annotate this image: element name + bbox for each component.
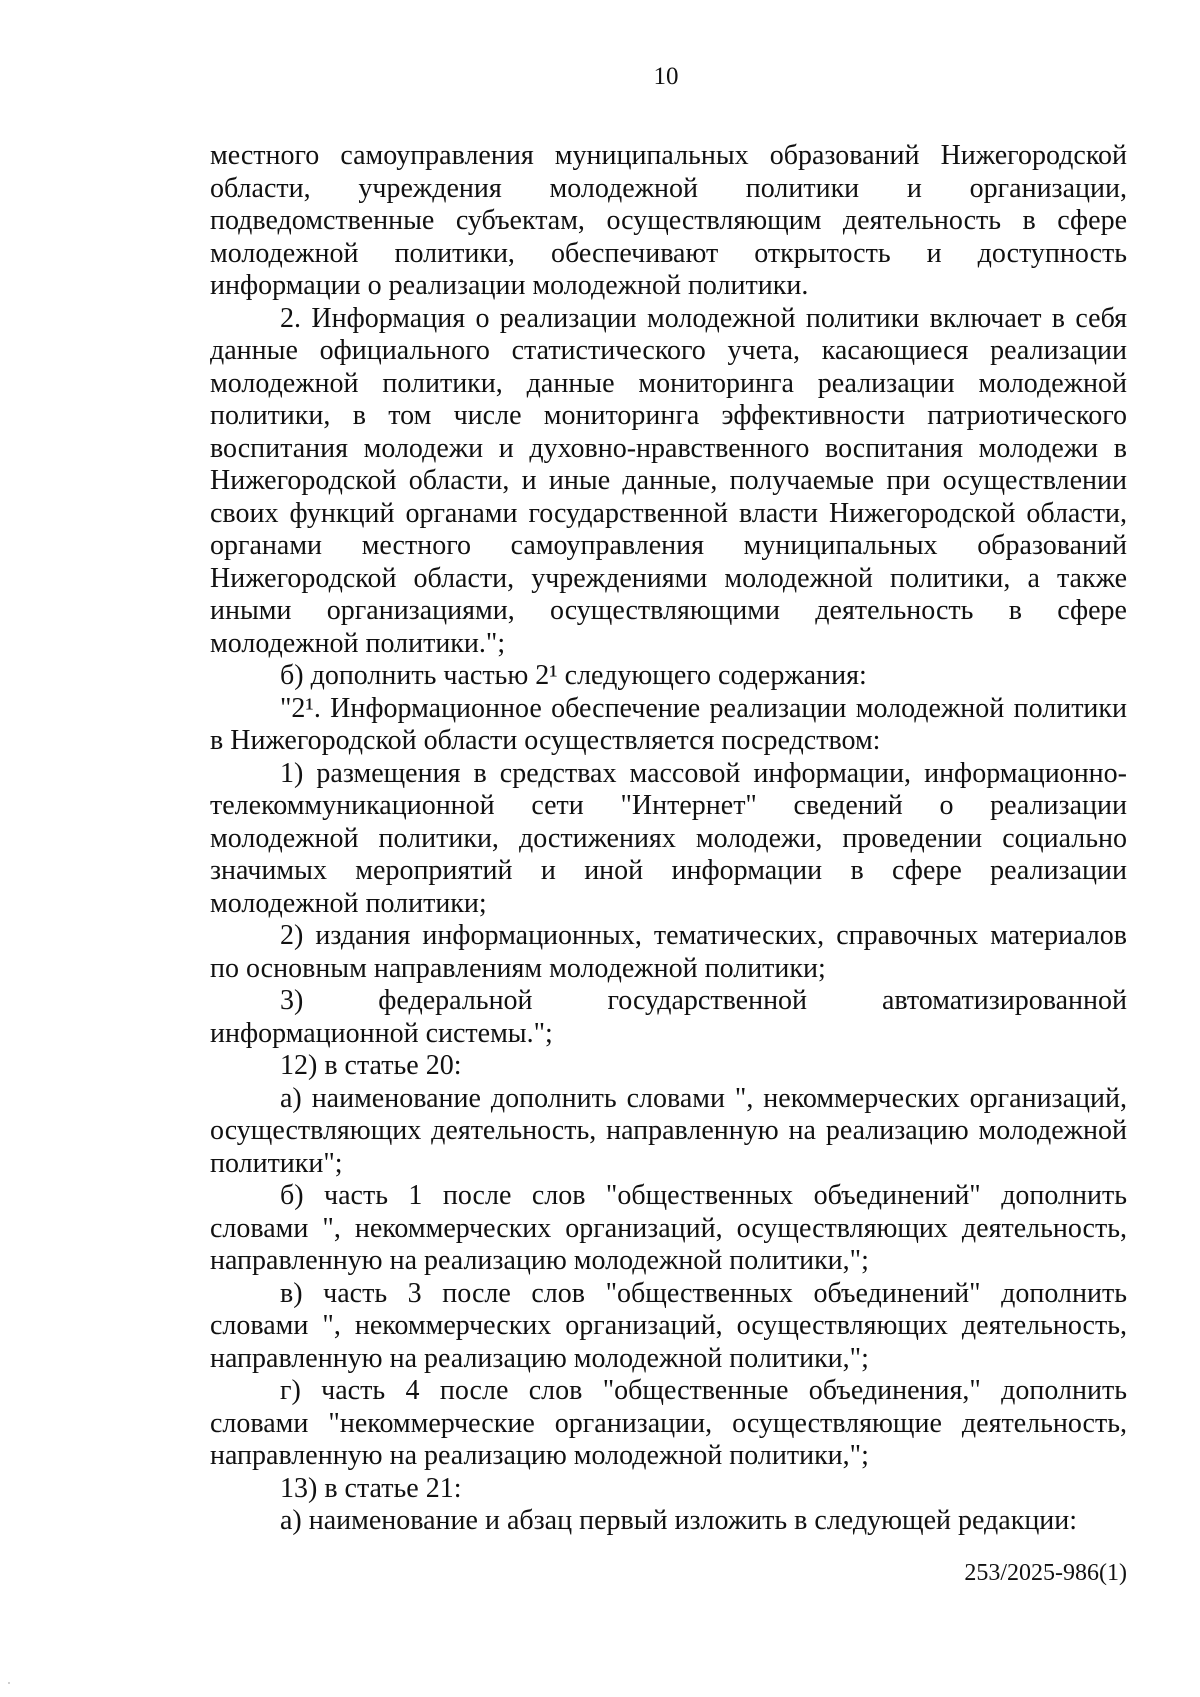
document-code: 253/2025-986(1) bbox=[964, 1560, 1127, 1586]
page-number: 10 bbox=[653, 63, 679, 90]
scan-artifact bbox=[8, 1682, 10, 1684]
paragraph-article-20-a: а) наименование дополнить словами ", некоммерческих организаций, осуществляющих деятельность, направленную на реализацию молодежной политики"; bbox=[210, 1082, 1127, 1179]
paragraph-article-20: 12) в статье 20: bbox=[280, 1050, 462, 1081]
paragraph-list-item-3: 3) федеральной государственной автоматизированной информационной системы."; bbox=[210, 985, 1127, 1049]
paragraph-article-20-v: в) часть 3 после слов "общественных объединений" дополнить словами ", некоммерческих организаций, осуществляющих деятельность, направленную на реализацию молодежной политики,"; bbox=[210, 1277, 1127, 1374]
paragraph-continuation: местного самоуправления муниципальных образований Нижегородской области, учреждения молодежной политики и организации, подведомственные субъектам, осуществляющим деятельность в сфере молодежной политики, обеспечивают открытость и доступность информации о реализации молодежной политики. bbox=[210, 140, 1127, 301]
paragraph-part-2-1: "2¹. Информационное обеспечение реализации молодежной политики в Нижегородской области осуществляется посредством: bbox=[210, 692, 1127, 756]
paragraph-item-2: 2. Информация о реализации молодежной политики включает в себя данные официального статистического учета, касающиеся реализации молодежной политики, данные мониторинга реализации молодежной политики, в том числе мониторинга эффективности патриотического воспитания молодежи и духовно-нравственного воспитания молодежи в Нижегородской области, и иные данные, получаемые при осуществлении своих функций органами государственной власти Нижегородской области, органами местного самоуправления муниципальных образований Нижегородской области, учреждениями молодежной политики, а также иными организациями, осуществляющими деятельность в сфере молодежной политики."; bbox=[210, 302, 1127, 659]
document-body bbox=[210, 140, 1127, 1538]
paragraph-list-item-2: 2) издания информационных, тематических, справочных материалов по основным направлениям молодежной политики; bbox=[210, 920, 1127, 984]
paragraph-list-item-1: 1) размещения в средствах массовой информации, информационно-телекоммуникационной сети "Интернет" сведений о реализации молодежной политики, достижениях молодежи, проведении социально значимых мероприятий и иной информации в сфере реализации молодежной политики; bbox=[210, 757, 1127, 919]
paragraph-article-20-b: б) часть 1 после слов "общественных объединений" дополнить словами ", некоммерческих организаций, осуществляющих деятельность, направленную на реализацию молодежной политики,"; bbox=[210, 1180, 1127, 1276]
paragraph-article-21-a: а) наименование и абзац первый изложить в следующей редакции: bbox=[280, 1505, 1078, 1536]
paragraph-article-21: 13) в статье 21: bbox=[280, 1472, 462, 1504]
paragraph-article-20-g: г) часть 4 после слов "общественные объединения," дополнить словами "некоммерческие организации, осуществляющие деятельность, направленную на реализацию молодежной политики,"; bbox=[210, 1375, 1127, 1471]
paragraph-subitem-b: б) дополнить частью 2¹ следующего содержания: bbox=[280, 660, 867, 691]
